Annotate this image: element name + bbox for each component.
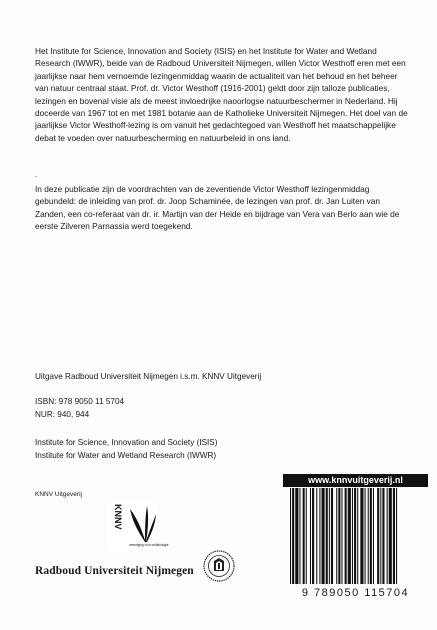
knnv-logo-text: KNNV: [113, 504, 123, 530]
separator-dot: .: [35, 169, 38, 179]
radboud-seal-icon: [202, 549, 236, 583]
knnv-publisher-label: KNNV Uitgeverij: [35, 491, 82, 498]
knnv-logo: [107, 500, 169, 550]
barcode-number: 9 789050 115704: [301, 587, 410, 599]
nur-line: NUR: 940, 944: [35, 410, 90, 419]
intro-paragraph: Het Institute for Science, Innovation and Society (ISIS) en het Institute for Water and Wetland Research (IWWR), beide van de Radboud Universiteit Nijmegen, willen Victor Westhoff eren met een jaarlijkse naar hem vernoemde lezingenmiddag waarin de actualiteit van het behoud en het beheer van natuur centraal staat. Prof. dr. Victor Westhoff (1916-2001) geldt door zijn talloze publicaties, lezingen en bovenal visie als de meest invloedrijke naoorlogse natuurbeschermer in Nederland. Hij doceerde van 1967 tot en met 1981 botanie aan de Katholieke Universiteit Nijmegen. Het doel van de jaarlijkse Victor Westhoff-lezing is om vanuit het gedachtegoed van Westhoff het maatschappelijke debat te voeden over natuurbescherming en natuurbeleid in ons land.: [35, 46, 408, 143]
radboud-university-logotype: Radboud Universiteit Nijmegen: [35, 565, 194, 577]
publisher-line: Uitgave Radboud Universiteit Nijmegen i.s.m. KNNV Uitgeverij: [35, 372, 262, 381]
institute-isis: Institute for Science, Innovation and Society (ISIS): [35, 438, 218, 447]
website-banner: www.knnvuitgeverij.nl: [283, 474, 428, 487]
barcode-block: [283, 474, 428, 602]
knnv-logo-subtext: vereniging voor veldbiologie: [129, 543, 169, 547]
barcode: [286, 488, 425, 586]
contents-paragraph: In deze publicatie zijn de voordrachten van de zeventiende Victor Westhoff lezingenmiddag gebundeld: de inleiding van prof. dr. Joop Schaminée, de lezingen van prof. dr. Jan Luiten van Zanden, een co-referaat van dr. ir. Martijn van der Heide en bijdrage van Vera van Berlo aan wie de eerste Zilveren Parnassia werd toegekend.: [35, 184, 400, 232]
institute-iwwr: Institute for Water and Wetland Research (IWWR): [35, 451, 217, 460]
isbn-line: ISBN: 978 9050 11 5704: [35, 397, 125, 406]
